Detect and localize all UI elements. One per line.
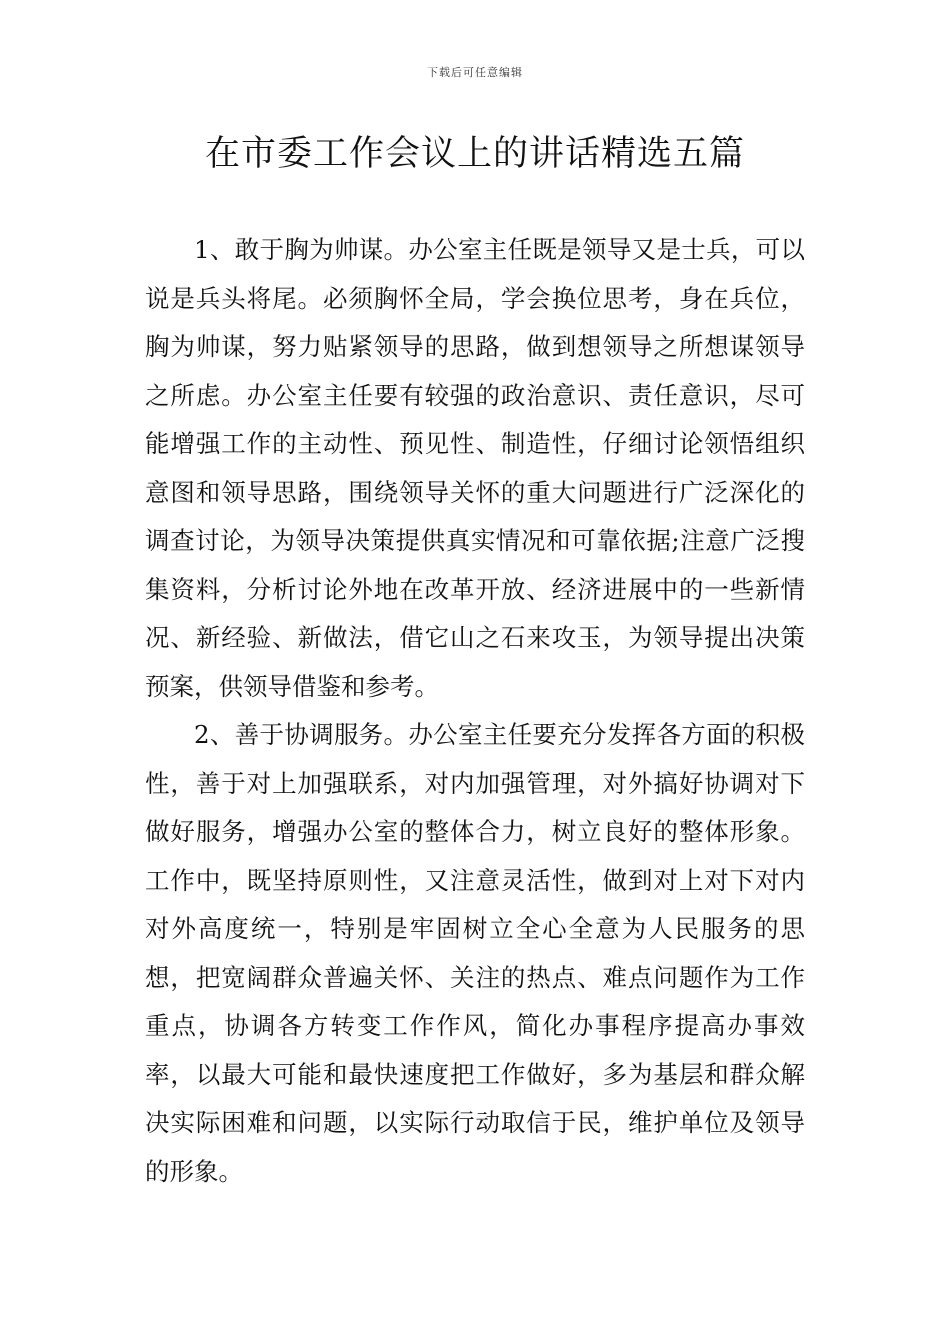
paragraph-2: 2、善于协调服务。办公室主任要充分发挥各方面的积极性，善于对上加强联系，对内加强管理，对外搞好协调对下做好服务，增强办公室的整体合力，树立良好的整体形象。工作中，既坚持原则性，又注意灵活性，做到对上对下对内对外高度统一，特别是牢固树立全心全意为人民服务的思想，把宽阔群众普遍关怀、关注的热点、难点问题作为工作重点，协调各方转变工作作风，简化办事程序提高办事效率，以最大可能和最快速度把工作做好，多为基层和群众解决实际困难和问题，以实际行动取信于民，维护单位及领导的形象。 — [145, 720, 805, 1186]
header-note: 下载后可任意编辑 — [427, 66, 523, 79]
document-title: 在市委工作会议上的讲话精选五篇 — [204, 134, 745, 174]
document-body — [145, 226, 805, 1196]
paragraph-1: 1、敢于胸为帅谋。办公室主任既是领导又是士兵，可以说是兵头将尾。必须胸怀全局，学会换位思考，身在兵位，胸为帅谋，努力贴紧领导的思路，做到想领导之所想谋领导之所虑。办公室主任要有较强的政治意识、责任意识，尽可能增强工作的主动性、预见性、制造性，仔细讨论领悟组织意图和领导思路，围绕领导关怀的重大问题进行广泛深化的调查讨论，为领导决策提供真实情况和可靠依据;注意广泛搜集资料，分析讨论外地在改革开放、经济进展中的一些新情况、新经验、新做法，借它山之石来攻玉，为领导提出决策预案，供领导借鉴和参考。 — [145, 235, 805, 701]
